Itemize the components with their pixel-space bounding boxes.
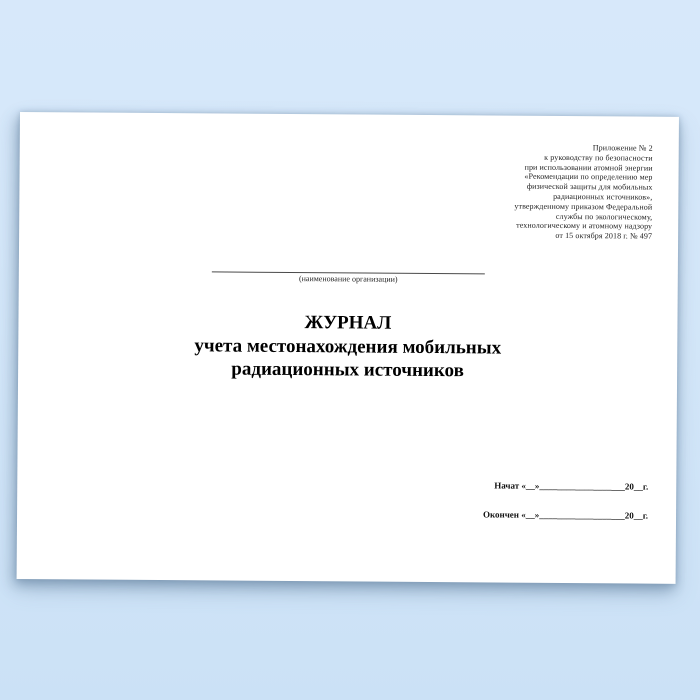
appendix-line: Приложение № 2: [592, 143, 653, 153]
date-finished-line: Окончен «__»___________________20__г.: [482, 509, 649, 521]
appendix-line: радиационных источников»,: [553, 191, 653, 202]
organization-name-caption: (наименование организации): [298, 274, 398, 284]
journal-title: [18, 309, 677, 384]
appendix-note: [352, 141, 653, 241]
date-started-line: Начат «__»___________________20__г.: [494, 480, 649, 492]
paper-sheet: [17, 112, 679, 584]
appendix-line: утвержденному приказом Федеральной: [514, 201, 653, 212]
appendix-line: технологическому и атомному надзору: [516, 221, 653, 232]
dates-section: [483, 481, 648, 520]
appendix-line: при использовании атомной энергии: [524, 162, 653, 173]
organization-name-line: [212, 262, 485, 274]
appendix-line: от 15 октября 2018 г. № 497: [555, 231, 653, 241]
appendix-line: физической защиты для мобильных: [526, 181, 653, 192]
appendix-line: к руководству по безопасности: [544, 152, 653, 163]
appendix-line: службы по экологическому,: [555, 211, 653, 222]
organization-section: [19, 261, 678, 287]
title-line: радиационных источников: [231, 358, 464, 382]
title-line: ЖУРНАЛ: [304, 312, 392, 334]
title-line: учета местонахождения мобильных: [194, 334, 502, 359]
appendix-line: «Рекомендации по определению мер: [524, 172, 653, 183]
